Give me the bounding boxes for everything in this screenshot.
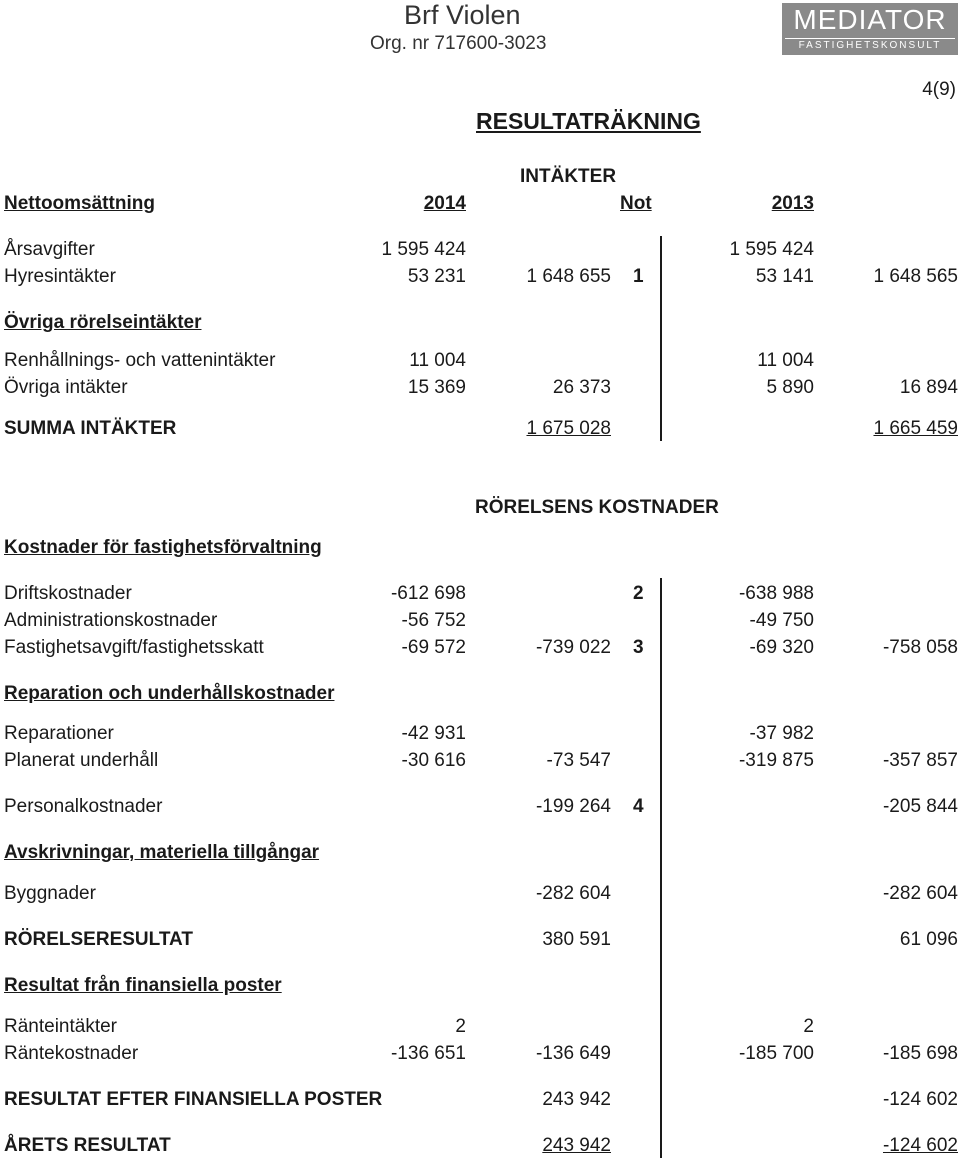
total-2014: 1 675 028: [526, 418, 611, 439]
note-reference: 2: [633, 583, 644, 604]
value-2014: -612 698: [390, 583, 466, 604]
value-2014: 1 595 424: [381, 239, 466, 260]
row-label-administration: Administrationskostnader: [4, 610, 218, 631]
row-label-rorelseresultat: RÖRELSERESULTAT: [4, 929, 193, 950]
subtotal-2014: -739 022: [535, 637, 611, 658]
column-header-note: Not: [620, 193, 652, 214]
row-label-personalkostnader: Personalkostnader: [4, 796, 163, 817]
subtotal-2014: -282 604: [535, 883, 611, 904]
value-2014: -30 616: [401, 750, 466, 771]
row-label-hyresintakter: Hyresintäkter: [4, 266, 116, 287]
total-2013: 61 096: [899, 929, 958, 950]
value-2013: 5 890: [766, 377, 814, 398]
value-2014: -136 651: [390, 1043, 466, 1064]
row-label-ovriga-intakter: Övriga intäkter: [4, 377, 128, 398]
note-reference: 4: [633, 796, 644, 817]
subtotal-2014: -73 547: [546, 750, 611, 771]
subtotal-2014: -136 649: [535, 1043, 611, 1064]
total-2013: 1 665 459: [873, 418, 958, 439]
value-2013: 1 595 424: [729, 239, 814, 260]
organization-name: Brf Violen: [404, 0, 521, 30]
value-2013: 11 004: [757, 350, 814, 371]
value-2014: 15 369: [407, 377, 466, 398]
column-header-2013: 2013: [771, 193, 814, 214]
row-label-arsavgifter: Årsavgifter: [4, 239, 95, 260]
row-label-planerat-underhall: Planerat underhåll: [4, 750, 159, 771]
total-2014: 380 591: [542, 929, 611, 950]
logo-main-text: MEDIATOR: [793, 4, 947, 35]
row-label-reparationer: Reparationer: [4, 723, 114, 744]
value-2013: 2: [803, 1016, 814, 1037]
column-divider-income: [660, 236, 662, 441]
total-2013: -124 602: [882, 1089, 958, 1110]
subtotal-2013: -357 857: [882, 750, 958, 771]
row-label-summa-intakter: SUMMA INTÄKTER: [4, 418, 177, 439]
subtotal-2013: -282 604: [882, 883, 958, 904]
value-2013: -319 875: [738, 750, 814, 771]
subtotal-2013: 1 648 565: [873, 266, 958, 287]
row-label-fastighetsavgift: Fastighetsavgift/fastighetsskatt: [4, 637, 264, 658]
row-label-renhallning: Renhållnings- och vattenintäkter: [4, 350, 276, 371]
row-label-rantekostnader: Räntekostnader: [4, 1043, 139, 1064]
column-divider-costs: [660, 578, 662, 1158]
subtotal-2014: -199 264: [535, 796, 611, 817]
value-2014: -69 572: [401, 637, 466, 658]
value-2014: -42 931: [401, 723, 466, 744]
value-2013: -638 988: [738, 583, 814, 604]
row-label-byggnader: Byggnader: [4, 883, 96, 904]
group-heading-ovriga-rorelseintakter: Övriga rörelseintäkter: [4, 312, 202, 333]
subtotal-2013: -205 844: [882, 796, 958, 817]
value-2013: 53 141: [755, 266, 814, 287]
value-2014: 2: [455, 1016, 466, 1037]
value-2013: -69 320: [749, 637, 814, 658]
note-reference: 1: [633, 266, 644, 287]
page-title: RESULTATRÄKNING: [476, 108, 701, 134]
value-2013: -49 750: [749, 610, 814, 631]
section-heading-costs: RÖRELSENS KOSTNADER: [475, 497, 719, 518]
page-number: 4(9): [922, 79, 956, 100]
group-heading-avskrivningar: Avskrivningar, materiella tillgångar: [4, 842, 320, 863]
row-label-driftskostnader: Driftskostnader: [4, 583, 132, 604]
value-2014: 53 231: [407, 266, 466, 287]
note-reference: 3: [633, 637, 644, 658]
row-label-resultat-efter-finansiella: RESULTAT EFTER FINANSIELLA POSTER: [4, 1089, 383, 1110]
subtotal-2014: 1 648 655: [526, 266, 611, 287]
value-2014: -56 752: [401, 610, 466, 631]
subtotal-2013: 16 894: [899, 377, 958, 398]
subtotal-2013: -758 058: [882, 637, 958, 658]
row-label-ranteintakter: Ränteintäkter: [4, 1016, 118, 1037]
grand-total-2013: -124 602: [882, 1135, 958, 1156]
group-heading-reparation: Reparation och underhållskostnader: [4, 683, 335, 704]
logo-sub-text: FASTIGHETSKONSULT: [785, 38, 955, 53]
subtotal-2013: -185 698: [882, 1043, 958, 1064]
group-heading-finansiella: Resultat från finansiella poster: [4, 975, 282, 996]
total-2014: 243 942: [542, 1089, 611, 1110]
column-header-label: Nettoomsättning: [4, 193, 155, 214]
organization-number: Org. nr 717600-3023: [370, 33, 547, 54]
value-2013: -37 982: [749, 723, 814, 744]
section-heading-income: INTÄKTER: [520, 166, 617, 187]
mediator-logo: [782, 3, 958, 55]
subtotal-2014: 26 373: [552, 377, 611, 398]
value-2013: -185 700: [738, 1043, 814, 1064]
value-2014: 11 004: [409, 350, 466, 371]
row-label-arets-resultat: ÅRETS RESULTAT: [4, 1135, 171, 1156]
grand-total-2014: 243 942: [542, 1135, 611, 1156]
group-heading-kostnader-forvaltning: Kostnader för fastighetsförvaltning: [4, 537, 322, 558]
column-header-2014: 2014: [423, 193, 466, 214]
